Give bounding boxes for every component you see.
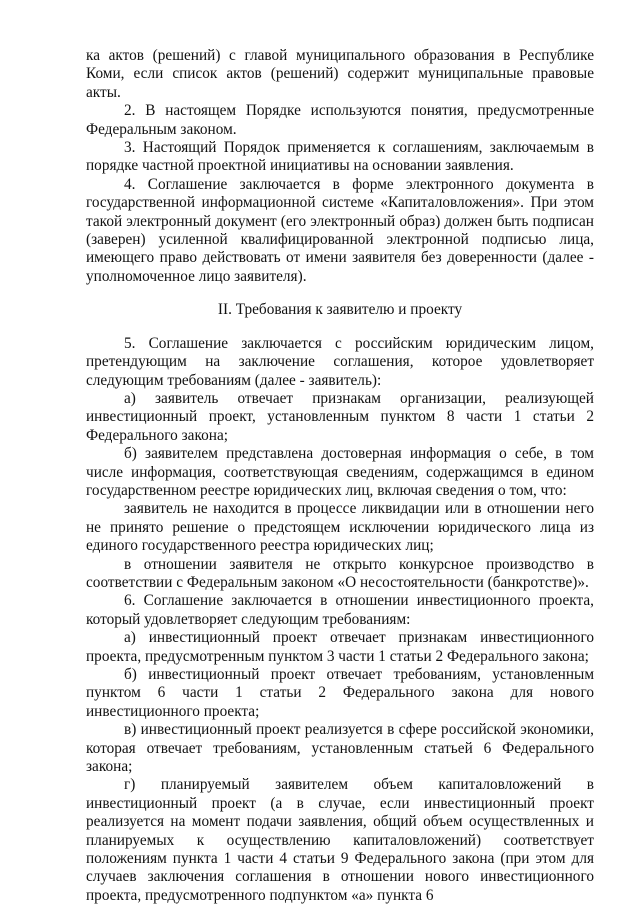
paragraph-6b: б) инвестиционный проект отвечает требованиям, установленным пунктом 6 части 1 статьи 2 Федерального закона для нового инвестиционного проекта;: [86, 666, 594, 720]
document-body: [86, 47, 594, 905]
paragraph-5a: а) заявитель отвечает признакам организации, реализующей инвестиционный проект, установленным пунктом 8 части 1 статьи 2 Федерального закона;: [86, 389, 594, 444]
paragraph-6: 6. Соглашение заключается в отношении инвестиционного проекта, который удовлетворяет следующим требованиям:: [86, 592, 594, 628]
paragraph-3: 3. Настоящий Порядок применяется к соглашениям, заключаемым в порядке частной проектной инициативы на основании заявления.: [86, 139, 594, 175]
paragraph-2: 2. В настоящем Порядке используются понятия, предусмотренные Федеральным законом.: [86, 102, 594, 138]
paragraph-continuation: ка актов (решений) с главой муниципального образования в Республике Коми, если список актов (решений) содержит муниципальные правовые акты.: [86, 47, 594, 101]
paragraph-6g: г) планируемый заявителем объем капиталовложений в инвестиционный проект (а в случае, если инвестиционный проект реализуется на момент подачи заявления, общий объем осуществленных и планируемых к осуществлению капиталовложений) соответствует положениям пункта 1 части 4 статьи 9 Федерального закона (при этом для случаев заключения соглашения в отношении нового инвестиционного проекта, предусмотренного подпунктом «а» пункта 6: [86, 776, 594, 904]
paragraph-6v: в) инвестиционный проект реализуется в сфере российской экономики, которая отвечает требованиям, установленным статьей 6 Федерального закона;: [86, 721, 594, 776]
paragraph-5b: б) заявителем представлена достоверная информация о себе, в том числе информация, соответствующая сведениям, содержащимся в едином государственном реестре юридических лиц, включая сведения о том, что:: [86, 445, 594, 499]
section-heading: II. Требования к заявителю и проекту: [217, 301, 463, 319]
paragraph-4: 4. Соглашение заключается в форме электронного документа в государственной информационной системе «Капиталовложения». При этом такой электронный документ (его электронный образ) должен быть подписан (заверен) усиленной квалифицированной электронной подписью лица, имеющего право действовать от имени заявителя без доверенности (далее - уполномоченное лицо заявителя).: [86, 175, 594, 285]
paragraph-5b-item-2: в отношении заявителя не открыто конкурсное производство в соответствии с Федеральным законом «О несостоятельности (банкротстве)».: [86, 555, 594, 591]
paragraph-5: 5. Соглашение заключается с российским юридическим лицом, претендующим на заключение соглашения, которое удовлетворяет следующим требованиям (далее - заявитель):: [86, 334, 594, 389]
paragraph-5b-item-1: заявитель не находится в процессе ликвидации или в отношении него не принято решение о предстоящем исключении юридического лица из единого государственного реестра юридических лиц;: [86, 500, 594, 555]
paragraph-6a: а) инвестиционный проект отвечает признакам инвестиционного проекта, предусмотренным пунктом 3 части 1 статьи 2 Федерального закона;: [86, 629, 594, 665]
